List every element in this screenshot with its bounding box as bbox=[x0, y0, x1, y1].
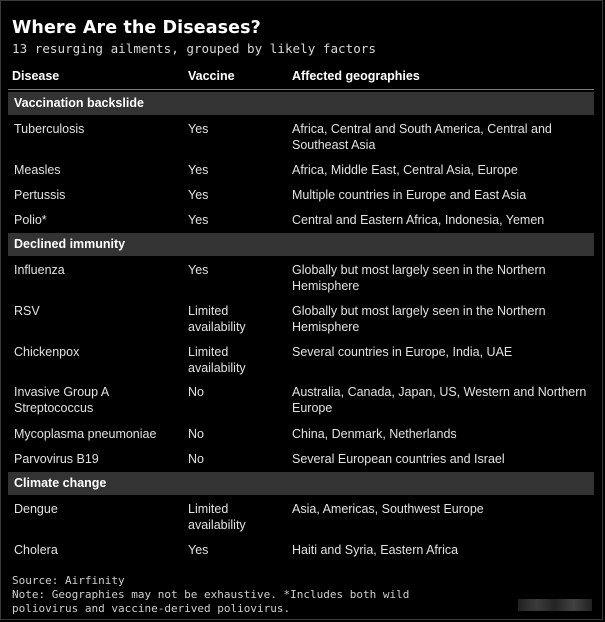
column-header-disease: Disease bbox=[12, 69, 60, 83]
vaccine-cell: Yes bbox=[188, 163, 209, 177]
disease-cell: Pertussis bbox=[14, 188, 66, 202]
disease-cell: Parvovirus B19 bbox=[14, 452, 99, 466]
geography-cell: Globally but most largely seen in the Northern Hemisphere bbox=[292, 263, 546, 293]
geography-cell: Australia, Canada, Japan, US, Western and Northern Europe bbox=[292, 385, 587, 415]
disease-cell: Measles bbox=[14, 163, 61, 177]
geography-cell: Globally but most largely seen in the Northern Hemisphere bbox=[292, 304, 546, 334]
vaccine-cell: Limited availability bbox=[188, 304, 246, 334]
disease-cell: RSV bbox=[14, 304, 40, 318]
disease-cell: Invasive Group A Streptococcus bbox=[14, 385, 109, 415]
disease-cell: Polio* bbox=[14, 213, 47, 227]
geography-cell: Several European countries and Israel bbox=[292, 452, 505, 466]
vaccine-cell: Yes bbox=[188, 213, 209, 227]
disease-cell: Dengue bbox=[14, 502, 58, 516]
vaccine-cell: No bbox=[188, 452, 204, 466]
group-label: Vaccination backslide bbox=[14, 96, 144, 110]
geography-cell: Africa, Middle East, Central Asia, Europe bbox=[292, 163, 518, 177]
geography-cell: Haiti and Syria, Eastern Africa bbox=[292, 543, 459, 557]
geography-cell: Several countries in Europe, India, UAE bbox=[292, 345, 513, 359]
vaccine-cell: Yes bbox=[188, 122, 209, 136]
group-label: Declined immunity bbox=[14, 237, 126, 251]
disease-cell: Mycoplasma pneumoniae bbox=[14, 427, 157, 441]
vaccine-cell: Yes bbox=[188, 543, 209, 557]
chart-subtitle: 13 resurging ailments, grouped by likely factors bbox=[12, 41, 376, 56]
geography-cell: Central and Eastern Africa, Indonesia, Yemen bbox=[292, 213, 545, 227]
column-header-geographies: Affected geographies bbox=[292, 69, 420, 83]
vaccine-cell: Limited availability bbox=[188, 345, 246, 375]
column-header-vaccine: Vaccine bbox=[188, 69, 235, 83]
source-note: Source: Airfinity bbox=[12, 574, 125, 587]
disease-cell: Chickenpox bbox=[14, 345, 80, 359]
disease-cell: Cholera bbox=[14, 543, 58, 557]
geography-cell: Multiple countries in Europe and East Asia bbox=[292, 188, 527, 202]
group-header bbox=[8, 92, 594, 115]
group-label: Climate change bbox=[14, 476, 107, 490]
group-header bbox=[8, 472, 594, 495]
vaccine-cell: Yes bbox=[188, 263, 209, 277]
vaccine-cell: Limited availability bbox=[188, 502, 246, 532]
vaccine-cell: No bbox=[188, 385, 204, 399]
header-divider bbox=[8, 89, 594, 90]
group-header bbox=[8, 233, 594, 256]
disease-cell: Tuberculosis bbox=[14, 122, 85, 136]
geography-cell: Africa, Central and South America, Central and Southeast Asia bbox=[292, 122, 552, 152]
vaccine-cell: No bbox=[188, 427, 204, 441]
footnote: Note: Geographies may not be exhaustive. *Includes both wild poliovirus and vaccine-derived poliovirus. bbox=[12, 588, 410, 615]
vaccine-cell: Yes bbox=[188, 188, 209, 202]
geography-cell: Asia, Americas, Southwest Europe bbox=[292, 502, 484, 516]
disease-cell: Influenza bbox=[14, 263, 65, 277]
chart-title: Where Are the Diseases? bbox=[12, 18, 261, 38]
watermark bbox=[518, 599, 592, 611]
geography-cell: China, Denmark, Netherlands bbox=[292, 427, 457, 441]
